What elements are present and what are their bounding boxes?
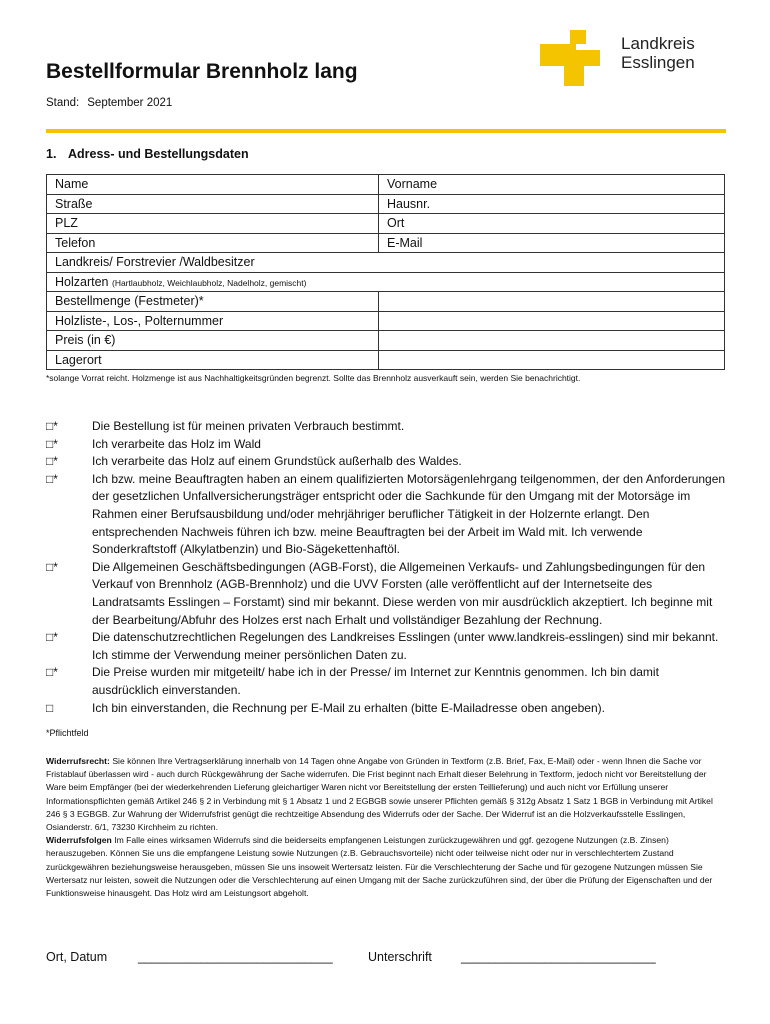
list-item	[46, 700, 726, 718]
checkbox[interactable]: □*	[46, 419, 58, 433]
checkbox-text: Die Bestellung ist für meinen privaten Verbrauch bestimmt.	[92, 419, 405, 433]
list-item	[46, 471, 726, 559]
checkbox-text: Ich bin einverstanden, die Rechnung per E-Mail zu erhalten (bitte E-Mailadresse oben angeben).	[92, 700, 605, 715]
telefon-field[interactable]	[47, 233, 379, 253]
list-item	[46, 436, 726, 454]
widerrufsfolgen-paragraph	[46, 834, 726, 900]
logo-line-1: Landkreis	[621, 34, 695, 53]
list-item	[46, 453, 726, 471]
stand-label: Stand:	[46, 97, 80, 109]
table-row	[47, 292, 725, 312]
table-row	[47, 311, 725, 331]
checkbox[interactable]: □*	[46, 454, 58, 469]
lagerort-field[interactable]	[379, 350, 725, 370]
landkreis-field[interactable]	[47, 253, 725, 273]
bestellmenge-field[interactable]	[379, 292, 725, 312]
landkreis-logo	[540, 28, 740, 90]
telefon-label: Telefon	[55, 235, 96, 250]
plz-label: PLZ	[55, 216, 78, 231]
section-heading	[46, 147, 249, 161]
logo-mark-icon	[540, 28, 620, 90]
table-row	[47, 253, 725, 273]
logo-line-2: Esslingen	[621, 53, 695, 72]
table-row	[47, 194, 725, 214]
legal-text	[46, 755, 726, 900]
table-row	[47, 272, 725, 292]
yellow-divider	[46, 129, 726, 133]
table-row	[47, 331, 725, 351]
hausnr-field[interactable]	[379, 194, 725, 214]
table-row	[47, 175, 725, 195]
vorname-field[interactable]	[379, 175, 725, 195]
address-order-table	[46, 174, 725, 370]
widerrufsrecht-text: Sie können Ihre Vertragserklärung innerhalb von 14 Tagen ohne Angabe von Gründen in Textform (z.B. Brief, Fax, E-Mail) oder - wenn Ihnen die Sache vor Fristablauf überlassen wird - auch durch Rückgewährung der Sache widerrufen. Die Frist beginnt nach Erhalt dieser Belehrung in Textform, jedoch nicht vor Bereitstellung der Ware beim Empfänger (bei der wiederkehrenden Lieferung gleichartiger Waren nicht vor Bereitstellung der ersten Teillieferung) und auch nicht vor Erfüllung unserer Informationspflichten gemäß Artikel 246 § 2 in Verbindung mit § 1 Absatz 1 und 2 EGBGB sowie unserer Pflichten gemäß § 312g Absatz 1 Satz 1 BGB in Verbindung mit Artikel 246 § 3 EGBGB. Zur Wahrung der Widerrufsfrist genügt die rechtzeitige Absendung des Widerrufs oder der Sache. Der Widerruf ist an die Holzverkaufsstelle Esslingen, Osianderstr. 6/1, 73230 Kirchheim zu richten.	[46, 756, 713, 833]
checkbox-text: Ich verarbeite das Holz auf einem Grundstück außerhalb des Waldes.	[92, 454, 462, 469]
bestellmenge-label: Bestellmenge (Festmeter)*	[55, 294, 204, 309]
strasse-label: Straße	[55, 196, 93, 211]
holzarten-hint: (Hartlaubholz, Weichlaubholz, Nadelholz, gemischt)	[111, 277, 307, 288]
unterschrift-line[interactable]: ____________________________	[461, 950, 656, 964]
ort-label: Ort	[387, 216, 405, 231]
plz-field[interactable]	[47, 214, 379, 234]
stock-footnote: *solange Vorrat reicht. Holzmenge ist aus Nachhaltigkeitsgründen begrenzt. Sollte das Brennholz ausverkauft sein, werden Sie benachrichtigt.	[46, 373, 581, 383]
checkbox[interactable]: □*	[46, 436, 58, 451]
section-number: 1.	[46, 147, 57, 161]
list-item	[46, 418, 726, 436]
holzarten-field[interactable]	[47, 272, 725, 292]
email-label: E-Mail	[387, 235, 423, 250]
widerrufsrecht-label: Widerrufsrecht:	[46, 756, 110, 766]
list-item	[46, 629, 726, 664]
holzliste-label: Holzliste-, Los-, Polternummer	[55, 313, 224, 328]
checkbox-text: Ich bzw. meine Beauftragten haben an einem qualifizierten Motorsägenlehrgang teilgenommen, der den Anforderungen der gesetzlichen Unfallversicherungsträger entspricht oder die Sachkunde für den Umgang mit der Motorsäge im Rahmen einer Berufsausbildung und/oder mehrjähriger beruflicher Tätigkeit in der Holzernte erlangt. Den entsprechenden Nachweis führen ich bzw. meine Beauftragten bei der Arbeit im Wald mit. Ich verwende Sonderkraftstoff (Alkylatbenzin) und Bio-Sägekettenhaftöl.	[92, 471, 726, 557]
list-item	[46, 664, 726, 699]
table-row	[47, 233, 725, 253]
checkbox[interactable]: □*	[46, 630, 58, 645]
lagerort-label-cell	[47, 350, 379, 370]
ort-datum-label: Ort, Datum	[46, 950, 108, 964]
widerrufsfolgen-label: Widerrufsfolgen	[46, 835, 112, 846]
landkreis-label: Landkreis/ Forstrevier /Waldbesitzer	[55, 255, 255, 270]
checkbox[interactable]: □*	[46, 559, 58, 574]
bestellmenge-label-cell	[47, 292, 379, 312]
checkbox-text: Die datenschutzrechtlichen Regelungen des Landkreises Esslingen (unter www.landkreis-esslingen) sind mir bekannt. Ich stimme der Verwendung meiner persönlichen Daten zu.	[92, 630, 719, 662]
checkbox-text: Die Preise wurden mir mitgeteilt/ habe ich in der Presse/ im Internet zur Kenntnis genommen. Ich bin damit ausdrücklich einverstanden.	[92, 665, 659, 697]
holzarten-label: Holzarten	[55, 274, 109, 289]
section-title: Adress- und Bestellungsdaten	[68, 147, 249, 161]
list-item	[46, 559, 726, 629]
preis-label-cell	[47, 331, 379, 351]
widerrufsrecht-paragraph	[46, 755, 726, 834]
logo-text	[621, 34, 695, 72]
checkbox[interactable]: □*	[46, 665, 58, 680]
hausnr-label: Hausnr.	[387, 196, 431, 211]
lagerort-label: Lagerort	[55, 352, 102, 367]
strasse-field[interactable]	[47, 194, 379, 214]
holzliste-label-cell	[47, 311, 379, 331]
consent-list	[46, 418, 726, 717]
name-field[interactable]	[47, 175, 379, 195]
vorname-label: Vorname	[387, 177, 438, 192]
preis-label: Preis (in €)	[55, 333, 116, 348]
stand-line	[46, 97, 172, 109]
page-title: Bestellformular Brennholz lang	[46, 60, 358, 83]
preis-field[interactable]	[379, 331, 725, 351]
stand-value: September 2021	[87, 97, 173, 109]
name-label: Name	[55, 177, 89, 192]
email-field[interactable]	[379, 233, 725, 253]
widerrufsfolgen-text: Im Falle eines wirksamen Widerrufs sind die beiderseits empfangenen Leistungen zurückzugewähren und ggf. gezogene Nutzungen (z.B. Zinsen) herauszugeben. Können Sie uns die empfangene Leistung sowie Nutzungen (z.B. Gebrauchsvorteile) nicht oder teilweise nicht oder nur in verschlechtertem Zustand zurückgewähren beziehungsweise herausgeben, müssen Sie uns insoweit Wertersatz leisten. Für die Verschlechterung der Sache und für gezogene Nutzungen müssen Sie Wertersatz nur leisten, soweit die Nutzungen oder die Verschlechterung auf einen Umgang mit der Sache zurückzuführen sind, der über die Prüfung der Eigenschaften und der Funktionsweise hinausgeht. Das Holz wird am Leistungsort abgeholt.	[46, 835, 713, 899]
checkbox-text: Die Allgemeinen Geschäftsbedingungen (AGB-Forst), die Allgemeinen Verkaufs- und Zahlungsbedingungen für den Verkauf von Brennholz (AGB-Brennholz) und die UVV Forsten (alle veröffentlicht auf der Internetseite des Landratsamts Esslingen – Forstamt) sind mir bekannt. Diese werden von mir ausdrücklich akzeptiert. Ich beginne mit der Bearbeitung/Abfuhr des Holzes erst nach Erhalt und vollständiger Bezahlung der Rechnung.	[92, 559, 713, 627]
holzliste-field[interactable]	[379, 311, 725, 331]
ort-datum-line[interactable]: ____________________________	[138, 950, 333, 964]
checkbox-text: Ich verarbeite das Holz im Wald	[92, 436, 261, 451]
table-row	[47, 350, 725, 370]
ort-field[interactable]	[379, 214, 725, 234]
pflichtfeld-note: *Pflichtfeld	[46, 728, 89, 738]
checkbox[interactable]: □*	[46, 471, 58, 486]
checkbox[interactable]: □	[46, 700, 54, 715]
table-row	[47, 214, 725, 234]
unterschrift-label: Unterschrift	[368, 950, 432, 964]
